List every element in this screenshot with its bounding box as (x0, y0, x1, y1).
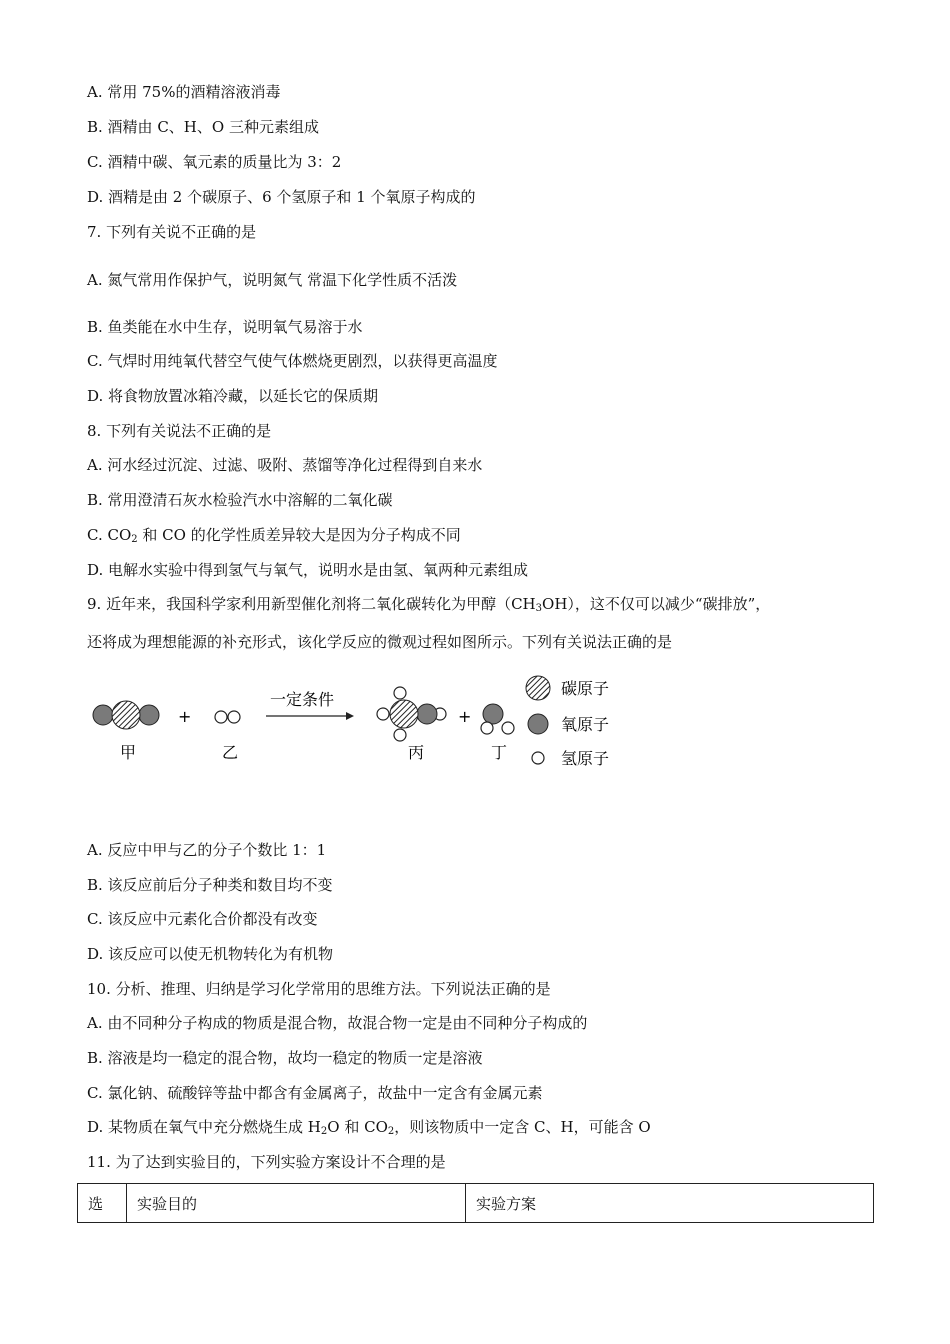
legend-hydrogen-icon (532, 752, 544, 764)
legend-oxygen-icon (528, 714, 548, 734)
question-11: 11. 为了达到实验目的，下列实验方案设计不合理的是 (87, 1153, 446, 1171)
question-10: 10. 分析、推理、归纳是学习化学常用的思维方法。下列说法正确的是 (87, 980, 551, 998)
label-ding: 丁 (491, 743, 508, 762)
option-6a: A. 常用 75%的酒精溶液消毒 (87, 83, 281, 101)
option-6d: D. 酒精是由 2 个碳原子、6 个氢原子和 1 个氧原子构成的 (87, 188, 476, 206)
option-8d: D. 电解水实验中得到氢气与氧气，说明水是由氢、氧两种元素组成 (87, 561, 529, 579)
option-7d: D. 将食物放置冰箱冷藏，以延长它的保质期 (87, 387, 379, 405)
legend-hydrogen-label: 氢原子 (561, 749, 610, 768)
label-yi: 乙 (222, 743, 239, 762)
question-7: 7. 下列有关说不正确的是 (87, 223, 257, 241)
molecule-jia-co2 (93, 701, 159, 729)
option-10d: D. 某物质在氧气中充分燃烧生成 $H_2O$ 和 $CO_2$，则该物质中一定含 C、H，可能含 O (87, 1118, 651, 1137)
option-6c: C. 酒精中碳、氧元素的质量比为 3：2 (87, 153, 342, 171)
condition-label: 一定条件 (270, 690, 335, 709)
option-9c: C. 该反应中元素化合价都没有改变 (87, 910, 318, 928)
option-8a: A. 河水经过沉淀、过滤、吸附、蒸馏等净化过程得到自来水 (87, 456, 483, 474)
option-10b: B. 溶液是均一稳定的混合物，故均一稳定的物质一定是溶液 (87, 1049, 483, 1067)
reaction-diagram (88, 672, 628, 782)
legend-carbon-icon (526, 676, 550, 700)
option-9b: B. 该反应前后分子种类和数目均不变 (87, 876, 333, 894)
option-6b: B. 酒精由 C、H、O 三种元素组成 (87, 118, 319, 136)
question-9: 9. 近年来，我国科学家利用新型催化剂将二氧化碳转化为甲醇$(CH_3OH)$，这不仅可以减少“碳排放”， (87, 595, 771, 614)
option-8c: C. $CO_2$ 和 CO 的化学性质差异较大是因为分子构成不同 (87, 526, 461, 545)
question-9-cont: 还将成为理想能源的补充形式，该化学反应的微观过程如图所示。下列有关说法正确的是 (87, 633, 673, 651)
molecule-yi-h2 (215, 711, 240, 723)
option-7a: A. 氮气常用作保护气，说明氮气 常温下化学性质不活泼 (87, 271, 458, 289)
legend-oxygen-label: 氧原子 (561, 715, 610, 734)
plus-sign-2: + (458, 707, 472, 726)
experiment-table (77, 1183, 874, 1223)
label-jia: 甲 (120, 743, 137, 762)
molecule-ding-h2o (481, 704, 514, 734)
option-10c: C. 氯化钠、硫酸锌等盐中都含有金属离子，故盐中一定含有金属元素 (87, 1084, 543, 1102)
option-7c: C. 气焊时用纯氧代替空气使气体燃烧更剧烈，以获得更高温度 (87, 352, 498, 370)
option-9a: A. 反应中甲与乙的分子个数比 1：1 (87, 841, 327, 859)
question-8: 8. 下列有关说法不正确的是 (87, 422, 272, 440)
table-header-purpose: 实验目的 (127, 1184, 466, 1223)
table-header-row (78, 1184, 874, 1223)
label-bing: 丙 (408, 743, 425, 762)
table-header-option: 选 (78, 1184, 127, 1223)
legend-carbon-label: 碳原子 (561, 679, 610, 698)
option-8b: B. 常用澄清石灰水检验汽水中溶解的二氧化碳 (87, 491, 393, 509)
option-7b: B. 鱼类能在水中生存，说明氧气易溶于水 (87, 318, 363, 336)
plus-sign-1: + (178, 707, 192, 726)
molecule-bing-ch3oh (377, 687, 446, 741)
option-9d: D. 该反应可以使无机物转化为有机物 (87, 945, 334, 963)
table-header-plan: 实验方案 (466, 1184, 874, 1223)
option-10a: A. 由不同种分子构成的物质是混合物，故混合物一定是由不同种分子构成的 (87, 1014, 588, 1032)
